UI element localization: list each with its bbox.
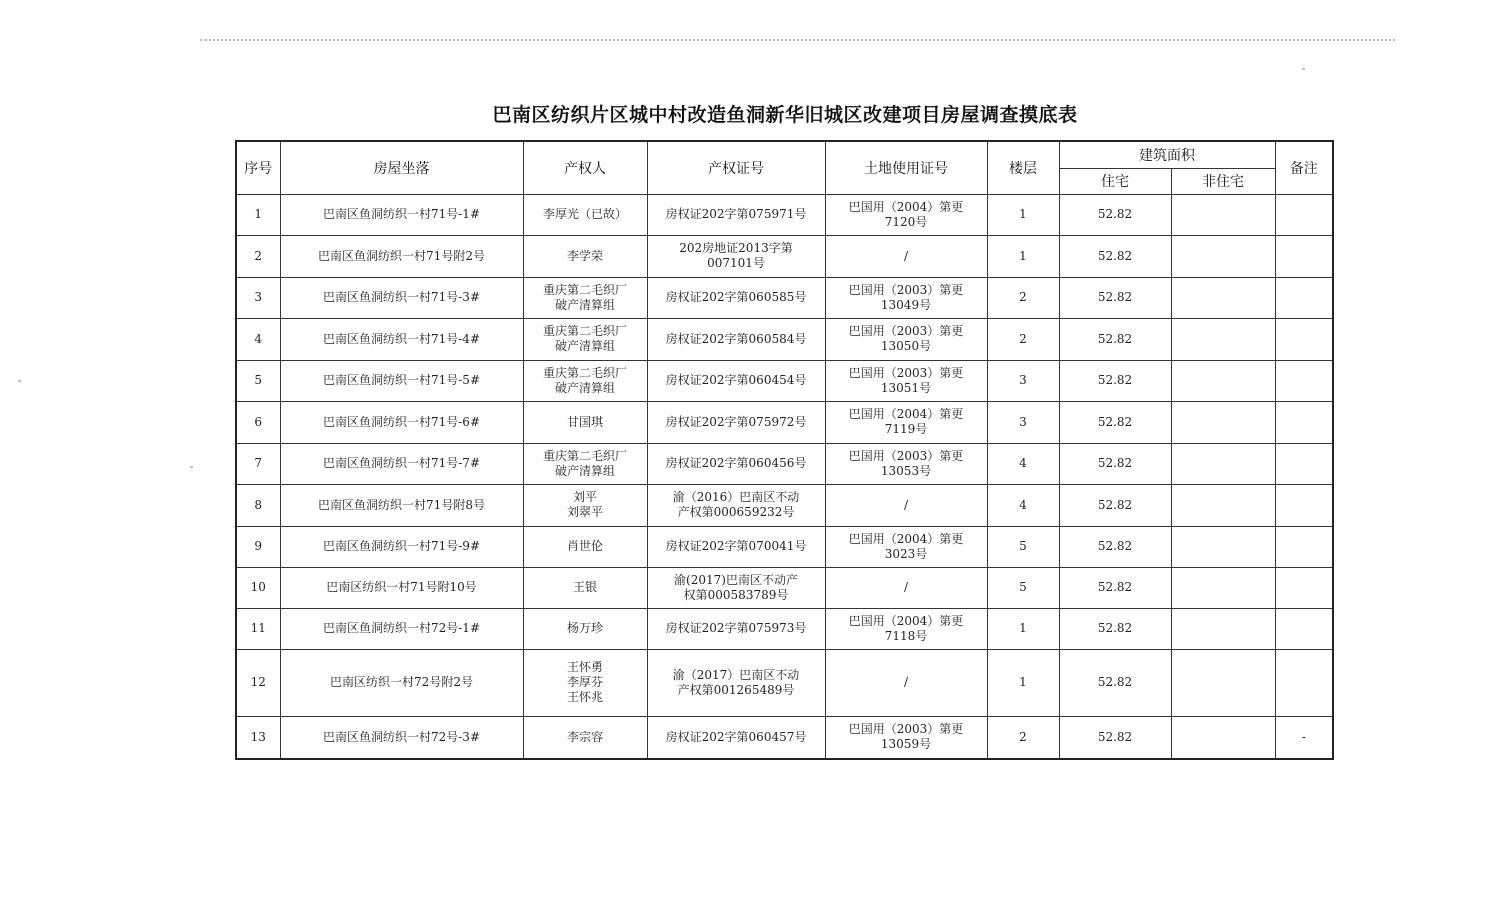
cell-land-cert: 巴国用（2004）第更 7119号 [825,401,987,443]
cell-non-residential [1171,194,1275,235]
cell-land-cert: / [825,484,987,526]
cell-land-cert: 巴国用（2003）第更 13051号 [825,360,987,401]
table-row [236,526,1333,567]
cell-location: 巴南区鱼洞纺织一村71号-9# [280,526,523,567]
cell-land-cert: 巴国用（2004）第更 7118号 [825,608,987,649]
cell-owner: 重庆第二毛织厂 破产清算组 [523,360,647,401]
table-row [236,716,1333,759]
table-row [236,235,1333,277]
header-location: 房屋坐落 [280,141,523,194]
cell-remarks [1275,401,1333,443]
cell-cert: 渝（2016）巴南区不动 产权第000659232号 [647,484,825,526]
cell-seq: 9 [236,526,280,567]
cell-land-cert: 巴国用（2003）第更 13049号 [825,277,987,318]
cell-seq: 11 [236,608,280,649]
cell-seq: 7 [236,443,280,484]
cell-residential: 52.82 [1059,235,1171,277]
cell-residential: 52.82 [1059,649,1171,716]
cell-floor: 4 [987,484,1059,526]
cell-non-residential [1171,318,1275,360]
housing-survey-table [235,140,1334,760]
cell-floor: 2 [987,277,1059,318]
cell-seq: 1 [236,194,280,235]
cell-floor: 1 [987,194,1059,235]
cell-owner: 王怀勇 李厚芬 王怀兆 [523,649,647,716]
cell-non-residential [1171,567,1275,608]
header-floor: 楼层 [987,141,1059,194]
table-row [236,567,1333,608]
cell-residential: 52.82 [1059,567,1171,608]
table-body [236,194,1333,759]
cell-land-cert: 巴国用（2004）第更 7120号 [825,194,987,235]
cell-seq: 3 [236,277,280,318]
table-row [236,277,1333,318]
cell-non-residential [1171,526,1275,567]
cell-residential: 52.82 [1059,318,1171,360]
cell-cert: 房权证202字第075973号 [647,608,825,649]
cell-cert: 渝(2017)巴南区不动产 权第000583789号 [647,567,825,608]
table-row [236,318,1333,360]
cell-cert: 202房地证2013字第 007101号 [647,235,825,277]
table-row [236,443,1333,484]
cell-land-cert: 巴国用（2004）第更 3023号 [825,526,987,567]
cell-land-cert: 巴国用（2003）第更 13050号 [825,318,987,360]
table-row [236,608,1333,649]
cell-seq: 6 [236,401,280,443]
cell-cert: 渝（2017）巴南区不动 产权第001265489号 [647,649,825,716]
cell-land-cert: 巴国用（2003）第更 13053号 [825,443,987,484]
cell-residential: 52.82 [1059,716,1171,759]
cell-seq: 12 [236,649,280,716]
header-non-residential: 非住宅 [1171,168,1275,194]
cell-residential: 52.82 [1059,484,1171,526]
table-row [236,401,1333,443]
cell-residential: 52.82 [1059,194,1171,235]
header-cert: 产权证号 [647,141,825,194]
cell-residential: 52.82 [1059,401,1171,443]
table-row [236,484,1333,526]
cell-floor: 2 [987,318,1059,360]
cell-residential: 52.82 [1059,608,1171,649]
cell-cert: 房权证202字第075972号 [647,401,825,443]
header-residential: 住宅 [1059,168,1171,194]
cell-floor: 5 [987,526,1059,567]
cell-owner: 甘国琪 [523,401,647,443]
cell-floor: 2 [987,716,1059,759]
cell-remarks [1275,235,1333,277]
table-row [236,194,1333,235]
cell-owner: 重庆第二毛织厂 破产清算组 [523,318,647,360]
scan-speck [1302,68,1305,70]
cell-floor: 3 [987,360,1059,401]
scan-speck [190,466,193,468]
cell-remarks [1275,318,1333,360]
cell-floor: 4 [987,443,1059,484]
cell-residential: 52.82 [1059,443,1171,484]
cell-non-residential [1171,608,1275,649]
scan-artifact-line [200,39,1395,41]
cell-seq: 2 [236,235,280,277]
table-row [236,649,1333,716]
cell-remarks [1275,608,1333,649]
cell-seq: 4 [236,318,280,360]
cell-location: 巴南区鱼洞纺织一村71号-6# [280,401,523,443]
table-row [236,360,1333,401]
cell-cert: 房权证202字第060454号 [647,360,825,401]
cell-owner: 王银 [523,567,647,608]
cell-owner: 李学荣 [523,235,647,277]
header-area-group: 建筑面积 [1059,141,1275,168]
cell-floor: 1 [987,608,1059,649]
cell-cert: 房权证202字第060456号 [647,443,825,484]
header-remarks: 备注 [1275,141,1333,194]
cell-location: 巴南区纺织一村71号附10号 [280,567,523,608]
table-header [236,141,1333,194]
cell-remarks [1275,277,1333,318]
cell-owner: 肖世伦 [523,526,647,567]
cell-cert: 房权证202字第075971号 [647,194,825,235]
cell-remarks: - [1275,716,1333,759]
cell-seq: 13 [236,716,280,759]
cell-owner: 重庆第二毛织厂 破产清算组 [523,277,647,318]
cell-location: 巴南区鱼洞纺织一村71号附8号 [280,484,523,526]
header-land-cert: 土地使用证号 [825,141,987,194]
cell-remarks [1275,484,1333,526]
cell-remarks [1275,360,1333,401]
cell-location: 巴南区鱼洞纺织一村71号-5# [280,360,523,401]
cell-floor: 1 [987,649,1059,716]
scan-speck [18,380,21,382]
cell-residential: 52.82 [1059,360,1171,401]
cell-location: 巴南区鱼洞纺织一村71号-4# [280,318,523,360]
cell-non-residential [1171,649,1275,716]
header-owner: 产权人 [523,141,647,194]
cell-location: 巴南区鱼洞纺织一村71号-3# [280,277,523,318]
cell-non-residential [1171,360,1275,401]
cell-non-residential [1171,401,1275,443]
cell-non-residential [1171,277,1275,318]
cell-owner: 重庆第二毛织厂 破产清算组 [523,443,647,484]
cell-residential: 52.82 [1059,526,1171,567]
cell-residential: 52.82 [1059,277,1171,318]
cell-land-cert: 巴国用（2003）第更 13059号 [825,716,987,759]
cell-land-cert: / [825,567,987,608]
cell-location: 巴南区鱼洞纺织一村71号附2号 [280,235,523,277]
header-seq: 序号 [236,141,280,194]
cell-seq: 10 [236,567,280,608]
cell-remarks [1275,649,1333,716]
cell-owner: 李厚光（已故） [523,194,647,235]
cell-remarks [1275,194,1333,235]
cell-land-cert: / [825,235,987,277]
cell-non-residential [1171,484,1275,526]
cell-cert: 房权证202字第070041号 [647,526,825,567]
document-title: 巴南区纺织片区城中村改造鱼洞新华旧城区改建项目房屋调查摸底表 [492,104,1078,126]
cell-owner: 刘平 刘翠平 [523,484,647,526]
cell-remarks [1275,526,1333,567]
cell-non-residential [1171,443,1275,484]
cell-location: 巴南区鱼洞纺织一村71号-7# [280,443,523,484]
cell-cert: 房权证202字第060457号 [647,716,825,759]
cell-location: 巴南区纺织一村72号附2号 [280,649,523,716]
cell-remarks [1275,443,1333,484]
cell-floor: 1 [987,235,1059,277]
cell-cert: 房权证202字第060584号 [647,318,825,360]
cell-seq: 5 [236,360,280,401]
cell-land-cert: / [825,649,987,716]
cell-cert: 房权证202字第060585号 [647,277,825,318]
cell-floor: 3 [987,401,1059,443]
cell-owner: 李宗容 [523,716,647,759]
cell-location: 巴南区鱼洞纺织一村72号-3# [280,716,523,759]
cell-floor: 5 [987,567,1059,608]
cell-non-residential [1171,716,1275,759]
cell-location: 巴南区鱼洞纺织一村71号-1# [280,194,523,235]
cell-non-residential [1171,235,1275,277]
cell-remarks [1275,567,1333,608]
cell-owner: 杨万珍 [523,608,647,649]
cell-seq: 8 [236,484,280,526]
cell-location: 巴南区鱼洞纺织一村72号-1# [280,608,523,649]
